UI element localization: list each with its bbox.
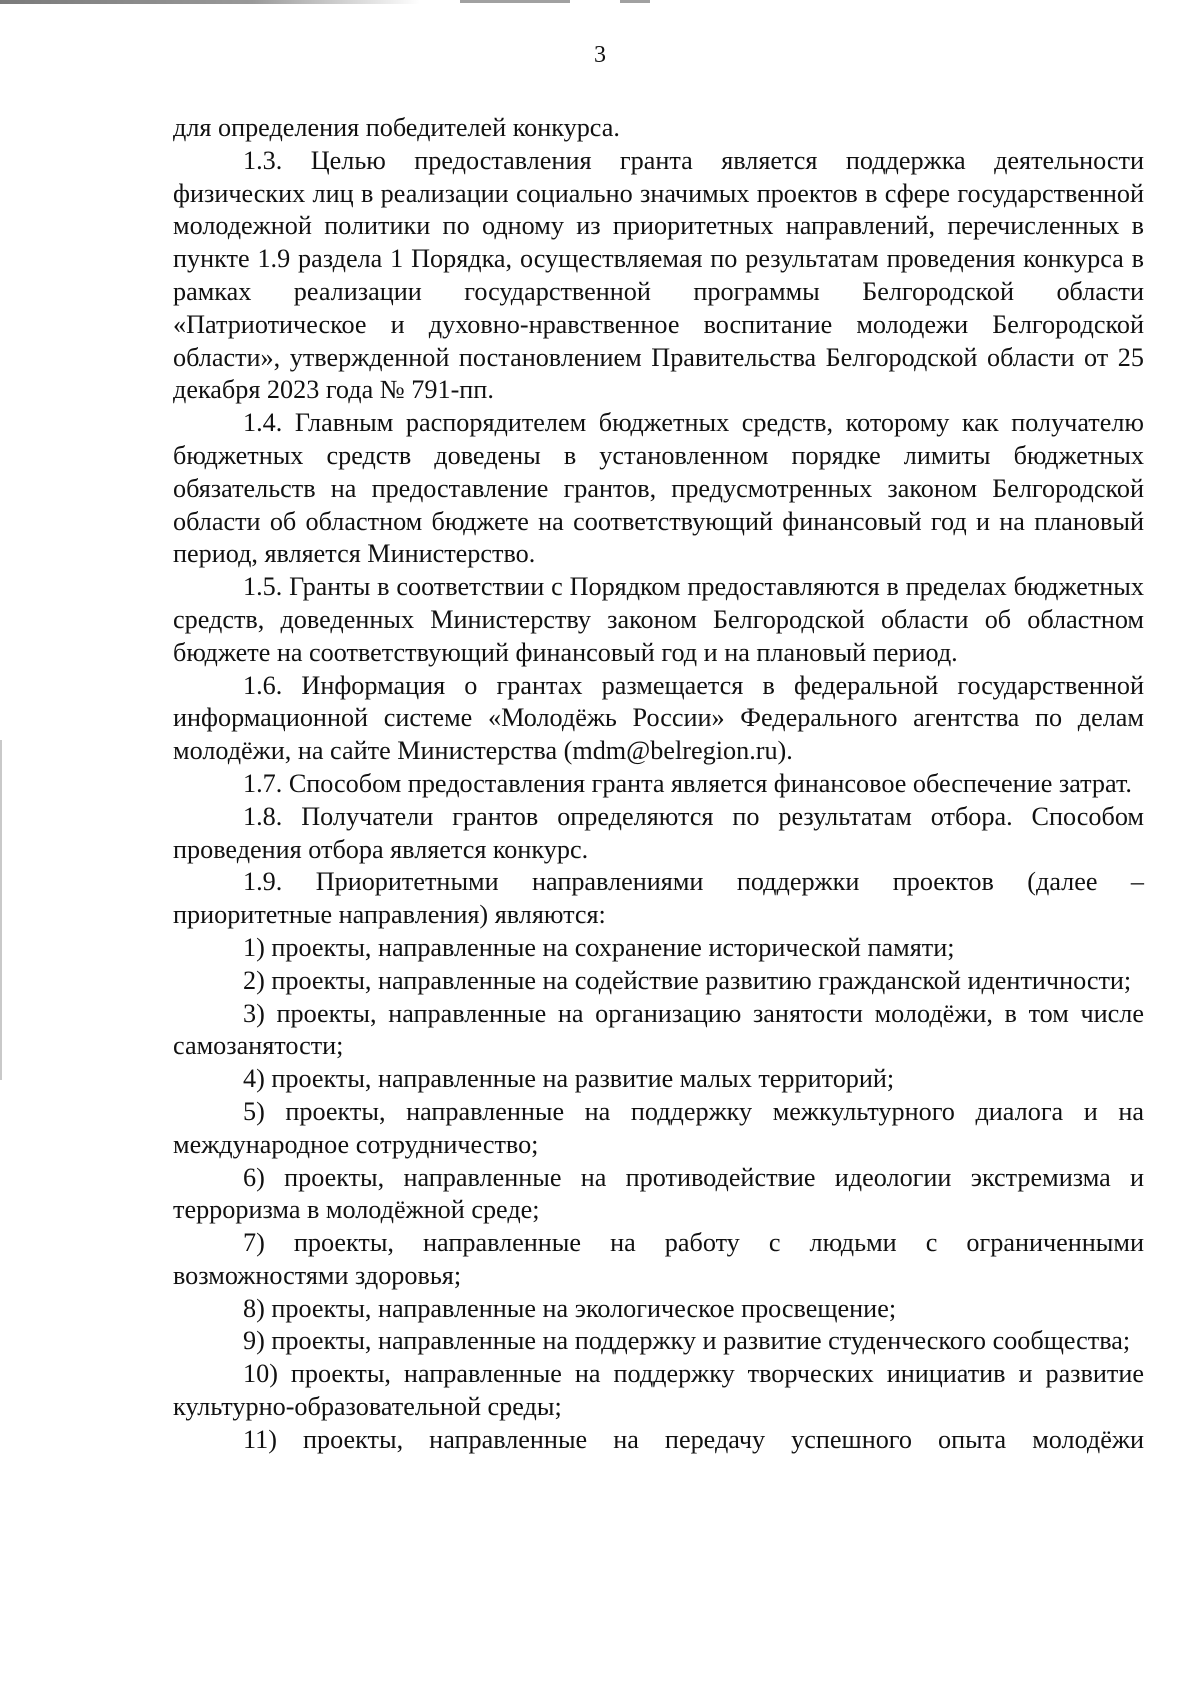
list-item-10: 10) проекты, направленные на поддержку творческих инициатив и развитие культурно-образовательной среды; bbox=[173, 1359, 1144, 1422]
paragraph-1-9: 1.9. Приоритетными направлениями поддержки проектов (далее – приоритетные направления) являются: bbox=[173, 867, 1144, 930]
scan-artifact-left-edge bbox=[0, 740, 2, 1080]
paragraph-1-6: 1.6. Информация о грантах размещается в федеральной государственной информационной системе «Молодёжь России» Федерального агентства по делам молодёжи, на сайте Министерства (mdm@belregion.ru). bbox=[173, 670, 1144, 766]
paragraph-1-7: 1.7. Способом предоставления гранта является финансовое обеспечение затрат. bbox=[243, 768, 1132, 798]
paragraph-1-4: 1.4. Главным распорядителем бюджетных средств, которому как получателю бюджетных средств доведены в установленном порядке лимиты бюджетных обязательств на предоставление грантов, предусмотренных законом Белгородской области об областном бюджете на соответствующий финансовый год и на плановый период, является Министерство. bbox=[173, 408, 1144, 569]
list-item-9: 9) проекты, направленные на поддержку и развитие студенческого сообщества; bbox=[243, 1326, 1131, 1356]
list-item-4: 4) проекты, направленные на развитие малых территорий; bbox=[243, 1064, 895, 1094]
scan-artifact-top-dash bbox=[460, 0, 570, 3]
list-item-7: 7) проекты, направленные на работу с людьми с ограниченными возможностями здоровья; bbox=[173, 1228, 1144, 1290]
list-item-3: 3) проекты, направленные на организацию занятости молодёжи, в том числе самозанятости; bbox=[173, 998, 1144, 1061]
paragraph-1-5: 1.5. Гранты в соответствии с Порядком предоставляются в пределах бюджетных средств, доведенных Министерству законом Белгородской области об областном бюджете на соответствующий финансовый год и на плановый период. bbox=[173, 572, 1144, 667]
list-item-1: 1) проекты, направленные на сохранение исторической памяти; bbox=[243, 932, 955, 962]
list-item-8: 8) проекты, направленные на экологическое просвещение; bbox=[243, 1293, 897, 1323]
list-item-2: 2) проекты, направленные на содействие развитию гражданской идентичности; bbox=[243, 965, 1132, 995]
paragraph-1-8: 1.8. Получатели грантов определяются по результатам отбора. Способом проведения отбора является конкурс. bbox=[173, 801, 1144, 864]
scan-artifact-top-line bbox=[0, 0, 420, 4]
list-item-6: 6) проекты, направленные на противодействие идеологии экстремизма и терроризма в молодёжной среде; bbox=[173, 1162, 1144, 1225]
page-number: 3 bbox=[594, 42, 606, 68]
paragraph-continuation: для определения победителей конкурса. bbox=[173, 113, 620, 142]
scan-artifact-top-dash bbox=[620, 0, 650, 3]
paragraph-1-3: 1.3. Целью предоставления гранта является поддержка деятельности физических лиц в реализации социально значимых проектов в сфере государственной молодежной политики по одному из приоритетных направлений, перечисленных в пункте 1.9 раздела 1 Порядка, осуществляемая по результатам проведения конкурса в рамках реализации государственной программы Белгородской области «Патриотическое и духовно-нравственное воспитание молодежи Белгородской области», утвержденной постановлением Правительства Белгородской области от 25 декабря 2023 года № 791-пп. bbox=[173, 145, 1144, 405]
list-item-11: 11) проекты, направленные на передачу успешного опыта молодёжи bbox=[243, 1424, 1144, 1454]
list-item-5: 5) проекты, направленные на поддержку межкультурного диалога и на международное сотрудничество; bbox=[173, 1096, 1144, 1159]
document-body bbox=[173, 112, 1144, 1457]
